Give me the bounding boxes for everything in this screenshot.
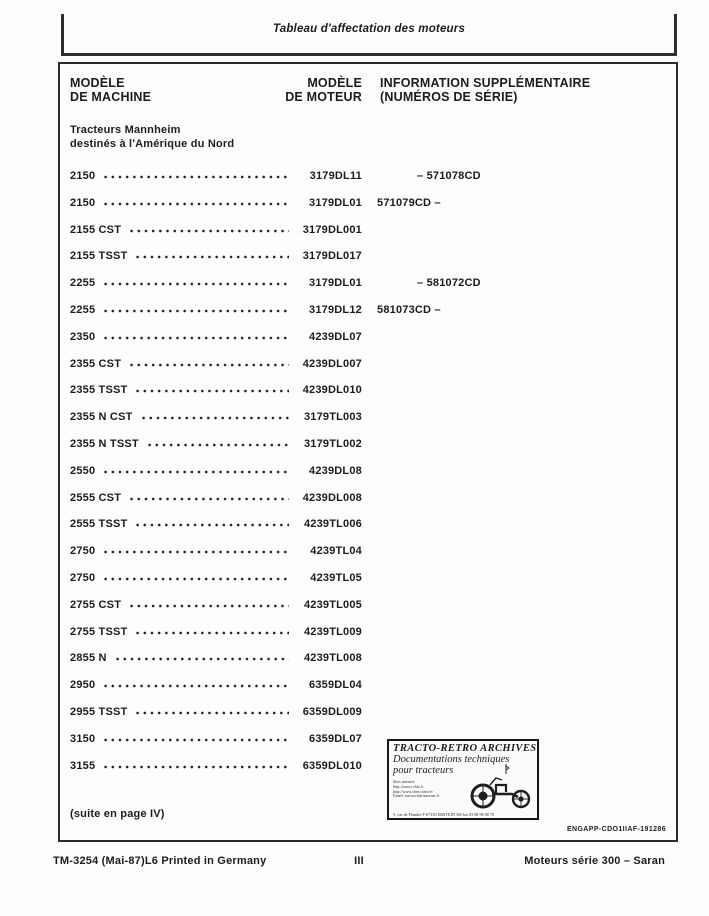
serial-info: – 581072CD — [417, 277, 481, 290]
engine-model: 4239TL009 — [303, 625, 362, 638]
engine-model: 3179DL01 — [309, 196, 362, 209]
engine-model: 3179DL017 — [302, 250, 362, 263]
footer-page-number: III — [354, 855, 364, 867]
section-heading-line1: Tracteurs Mannheim — [70, 124, 181, 136]
table-row — [70, 250, 666, 277]
dot-leader — [134, 631, 289, 635]
table-rows — [70, 170, 666, 786]
dot-leader — [114, 657, 289, 661]
footer-doc-number: TM-3254 (Mai-87)L6 Printed in Germany — [53, 855, 267, 867]
table-row — [70, 224, 666, 251]
stamp-contact-line: Email: tractorclub-internet.fr — [393, 794, 440, 799]
dot-leader — [102, 738, 289, 742]
table-row — [70, 679, 666, 706]
engine-model: 4239TL04 — [310, 545, 362, 558]
archive-stamp — [387, 739, 539, 820]
engine-model: 4239TL05 — [310, 571, 362, 584]
page-footer — [53, 855, 665, 867]
dot-leader — [102, 175, 289, 179]
serial-info-header: INFORMATION SUPPLÉMENTAIRE (NUMÉROS DE SÉRIE) — [380, 76, 591, 104]
stamp-contact-line: Sites internet: — [393, 780, 416, 784]
table-row — [70, 652, 666, 679]
tractor-icon — [466, 764, 534, 810]
table-row — [70, 331, 666, 358]
engine-model: 6359DL009 — [302, 705, 362, 718]
table-row — [70, 706, 666, 733]
dot-leader — [146, 443, 289, 447]
engine-model: 4239DL008 — [302, 491, 362, 504]
engine-model: 4239TL006 — [303, 518, 362, 531]
dot-leader — [134, 711, 289, 715]
machine-model: 2355 TSST — [70, 384, 128, 397]
dot-leader — [102, 202, 289, 206]
engine-model: 4239DL07 — [309, 330, 362, 343]
engine-model: 3179TL003 — [303, 411, 362, 424]
engine-model-header: MODÈLE DE MOTEUR — [285, 76, 362, 104]
table-row — [70, 572, 666, 599]
stamp-subtitle-line2: pour tracteurs — [393, 765, 454, 776]
dot-leader — [102, 470, 289, 474]
engine-model: 3179DL12 — [309, 303, 362, 316]
dot-leader — [140, 416, 289, 420]
table-row — [70, 197, 666, 224]
table-row — [70, 358, 666, 385]
table-row — [70, 492, 666, 519]
machine-model: 2750 — [70, 571, 96, 584]
dot-leader — [128, 604, 289, 608]
engine-model: 6359DL07 — [309, 732, 362, 745]
table-row — [70, 599, 666, 626]
column-headers — [60, 64, 676, 104]
table-row — [70, 304, 666, 331]
machine-model: 2355 N CST — [70, 411, 133, 424]
machine-model: 2550 — [70, 464, 96, 477]
machine-model: 2750 — [70, 545, 96, 558]
table-row — [70, 626, 666, 653]
machine-model: 2755 CST — [70, 598, 122, 611]
section-heading-line2: destinés à l'Amérique du Nord — [70, 138, 235, 150]
machine-model: 2555 TSST — [70, 518, 128, 531]
table-row — [70, 733, 666, 760]
table-row — [70, 760, 666, 787]
engine-model: 6359DL04 — [309, 679, 362, 692]
machine-model: 2155 CST — [70, 223, 122, 236]
document-title: Tableau d'affectation des moteurs — [272, 23, 466, 35]
footer-section-title: Moteurs série 300 – Saran — [524, 855, 665, 867]
engine-model: 4239TL005 — [303, 598, 362, 611]
table-row — [70, 170, 666, 197]
machine-model: 2355 N TSST — [70, 437, 139, 450]
dot-leader — [128, 229, 289, 233]
machine-model: 2855 N — [70, 652, 107, 665]
machine-model: 3155 — [70, 759, 96, 772]
machine-model: 2950 — [70, 679, 96, 692]
dot-leader — [102, 577, 289, 581]
dot-leader — [102, 336, 289, 340]
dot-leader — [102, 765, 289, 769]
section-heading — [70, 123, 666, 151]
machine-model: 2755 TSST — [70, 625, 128, 638]
machine-model: 2355 CST — [70, 357, 122, 370]
page-header-rule — [61, 14, 677, 56]
engine-model: 3179DL11 — [309, 170, 362, 182]
dot-leader — [102, 282, 289, 286]
stamp-subtitle-line1: Documentations techniques — [393, 754, 510, 765]
machine-model-header: MODÈLE DE MACHINE — [70, 76, 152, 104]
table-row — [70, 411, 666, 438]
engines-table — [58, 62, 678, 842]
continuation-note: (suite en page IV) — [70, 808, 165, 820]
machine-model: 2150 — [70, 196, 96, 209]
machine-model: 3150 — [70, 732, 96, 745]
serial-info: 581073CD – — [377, 303, 441, 316]
table-row — [70, 277, 666, 304]
engine-model: 4239TL008 — [303, 652, 362, 665]
table-row — [70, 545, 666, 572]
dot-leader — [102, 309, 289, 313]
dot-leader — [102, 550, 289, 554]
stamp-title: TRACTO-RETRO ARCHIVES — [393, 743, 537, 754]
stamp-contact-line: http://www.chez.com/rfv — [393, 789, 433, 794]
engine-model: 3179DL01 — [309, 277, 362, 290]
engine-model: 4239DL007 — [302, 357, 362, 370]
table-row — [70, 438, 666, 465]
engine-model: 6359DL010 — [302, 759, 362, 772]
engine-model: 3179DL001 — [302, 223, 362, 236]
machine-model: 2350 — [70, 330, 96, 343]
dot-leader — [128, 363, 289, 367]
machine-model: 2255 — [70, 277, 96, 290]
stamp-contact-lines — [393, 780, 463, 799]
machine-model: 2255 — [70, 303, 96, 316]
serial-info: – 571078CD — [417, 170, 481, 182]
machine-model: 2555 CST — [70, 491, 122, 504]
machine-model: 2150 — [70, 170, 96, 182]
stamp-contact-line: http://tracto.club.fr — [393, 784, 424, 789]
engine-model: 4239DL010 — [302, 384, 362, 397]
dot-leader — [102, 684, 289, 688]
document-code: ENGAPP-CDO1IIAF-191286 — [566, 826, 666, 833]
table-row — [70, 518, 666, 545]
dot-leader — [128, 497, 289, 501]
engine-model: 3179TL002 — [303, 437, 362, 450]
serial-info: 571079CD – — [377, 196, 441, 209]
dot-leader — [134, 389, 289, 393]
machine-model: 2155 TSST — [70, 250, 128, 263]
dot-leader — [134, 255, 289, 259]
table-row — [70, 384, 666, 411]
table-row — [70, 465, 666, 492]
machine-model: 2955 TSST — [70, 705, 128, 718]
dot-leader — [134, 523, 289, 527]
stamp-address: 5, rue de Flandre F-67150 ERSTEIN Tél/fax 03 88 98 88 70 — [393, 812, 495, 817]
engine-model: 4239DL08 — [309, 464, 362, 477]
